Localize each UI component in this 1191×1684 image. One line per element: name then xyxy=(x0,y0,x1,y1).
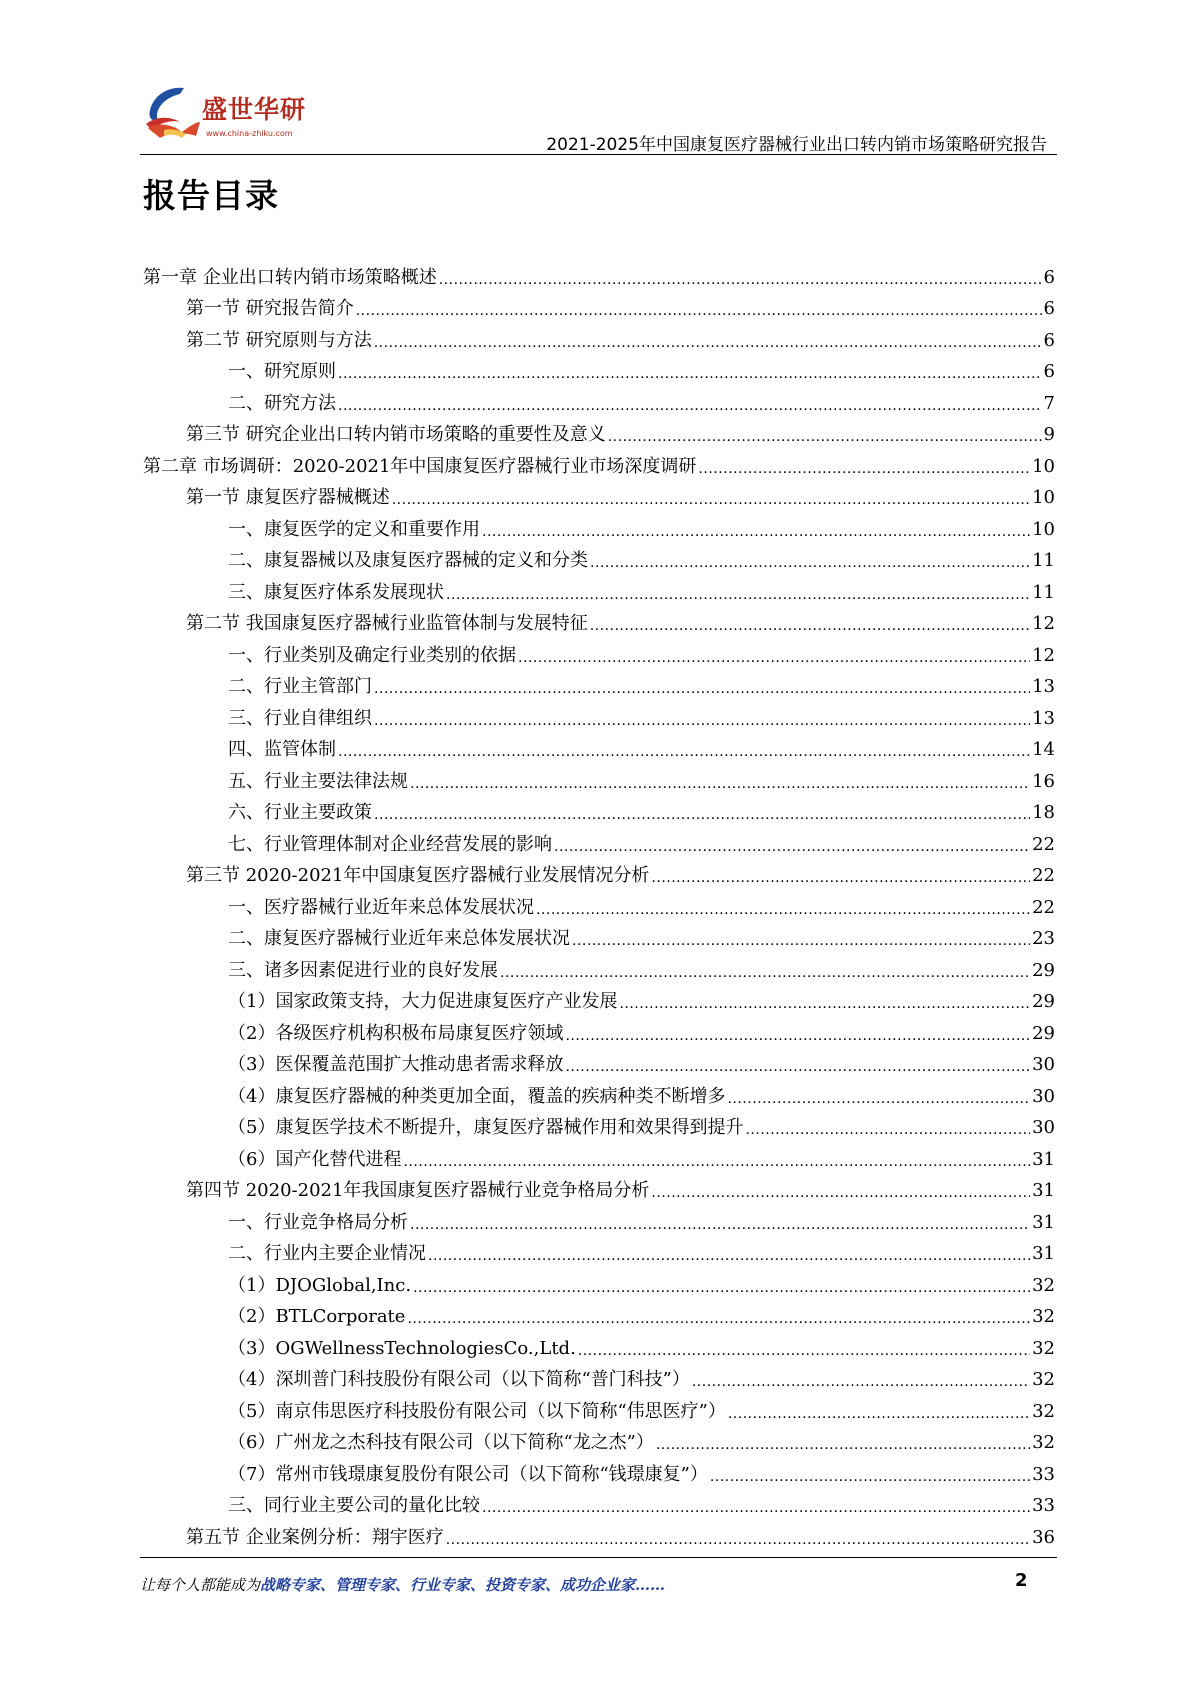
toc-entry-title: 三、诸多因素促进行业的良好发展 xyxy=(228,959,498,981)
toc-entry[interactable] xyxy=(143,732,1055,764)
toc-dot-leader xyxy=(651,1182,1030,1204)
toc-entry-title: 第二节 研究原则与方法 xyxy=(186,329,372,351)
toc-dot-leader xyxy=(338,363,1042,385)
toc-entry-page: 7 xyxy=(1043,392,1055,414)
toc-dot-leader xyxy=(728,1403,1030,1425)
toc-entry-title: 二、康复器械以及康复医疗器械的定义和分类 xyxy=(228,550,588,571)
toc-entry[interactable] xyxy=(143,448,1055,480)
toc-dot-leader xyxy=(692,1371,1030,1393)
toc-entry[interactable] xyxy=(143,385,1055,417)
toc-entry-page: 30 xyxy=(1032,1117,1055,1138)
logo-mark-icon xyxy=(140,82,202,144)
toc-entry-title: （6）广州龙之杰科技有限公司（以下简称“龙之杰”） xyxy=(228,1432,654,1453)
toc-entry[interactable] xyxy=(143,511,1055,543)
toc-entry-title: （5）康复医学技术不断提升，康复医疗器械作用和效果得到提升 xyxy=(228,1117,744,1138)
logo-url: www.china-zhiku.com xyxy=(206,129,293,138)
toc-entry[interactable] xyxy=(143,291,1055,323)
toc-entry-title: （6）国产化替代进程 xyxy=(228,1148,402,1170)
toc-entry[interactable] xyxy=(143,1110,1055,1142)
toc-entry[interactable] xyxy=(143,259,1055,291)
toc-entry[interactable] xyxy=(143,858,1055,890)
toc-entry[interactable] xyxy=(143,984,1055,1016)
footer-divider xyxy=(140,1557,1057,1558)
toc-entry-title: 第二节 我国康复医疗器械行业监管体制与发展特征 xyxy=(186,613,588,634)
toc-entry-page: 10 xyxy=(1032,455,1055,477)
toc-entry-page: 32 xyxy=(1032,1369,1055,1390)
toc-entry[interactable] xyxy=(143,1488,1055,1520)
toc-entry-title: 第四节 2020-2021年我国康复医疗器械行业竞争格局分析 xyxy=(186,1180,650,1201)
toc-entry-page: 22 xyxy=(1032,865,1055,886)
toc-entry-title: 一、行业竞争格局分析 xyxy=(228,1211,408,1233)
header-divider xyxy=(140,154,1057,155)
toc-entry-title: 二、行业主管部门 xyxy=(228,676,372,697)
toc-dot-leader xyxy=(374,710,1030,732)
toc-dot-leader xyxy=(500,962,1030,984)
toc-entry[interactable] xyxy=(143,826,1055,858)
toc-entry-title: 六、行业主要政策 xyxy=(228,802,372,823)
toc-entry-title: （1）DJOGlobal,Inc. xyxy=(228,1274,412,1296)
toc-entry[interactable] xyxy=(143,637,1055,669)
toc-entry[interactable] xyxy=(143,1267,1055,1299)
toc-dot-leader xyxy=(656,1434,1030,1456)
toc-entry-page: 32 xyxy=(1032,1306,1055,1327)
toc-entry-page: 33 xyxy=(1032,1495,1055,1516)
toc-dot-leader xyxy=(554,836,1030,858)
toc-dot-leader xyxy=(410,773,1030,795)
toc-entry[interactable] xyxy=(143,417,1055,449)
toc-entry-title: 二、行业内主要企业情况 xyxy=(228,1243,426,1264)
toc-dot-leader xyxy=(710,1466,1030,1488)
toc-entry[interactable] xyxy=(143,606,1055,638)
toc-entry-page: 14 xyxy=(1032,739,1055,760)
toc-dot-leader xyxy=(698,458,1030,480)
toc-entry-title: 一、研究原则 xyxy=(228,361,336,382)
toc-entry-page: 32 xyxy=(1032,1337,1055,1359)
toc-dot-leader xyxy=(619,993,1030,1015)
toc-entry[interactable] xyxy=(143,1078,1055,1110)
toc-entry-title: 三、行业自律组织 xyxy=(228,707,372,729)
logo-name: 盛世华研 xyxy=(202,95,307,124)
toc-entry[interactable] xyxy=(143,574,1055,606)
toc-dot-leader xyxy=(727,1088,1030,1110)
toc-dot-leader xyxy=(374,678,1030,700)
toc-entry[interactable] xyxy=(143,795,1055,827)
toc-entry[interactable] xyxy=(143,322,1055,354)
page-number: 2 xyxy=(1015,1570,1028,1591)
report-title: 2021-2025年中国康复医疗器械行业出口转内销市场策略研究报告 xyxy=(546,135,1047,155)
toc-dot-leader xyxy=(439,269,1042,291)
toc-entry-page: 6 xyxy=(1043,298,1055,319)
toc-entry[interactable] xyxy=(143,543,1055,575)
toc-dot-leader xyxy=(410,1214,1030,1236)
toc-entry-page: 10 xyxy=(1032,487,1055,508)
toc-entry-page: 32 xyxy=(1032,1274,1055,1296)
toc-entry[interactable] xyxy=(143,921,1055,953)
toc-entry-title: （3）医保覆盖范围扩大推动患者需求释放 xyxy=(228,1054,564,1075)
toc-entry[interactable] xyxy=(143,1141,1055,1173)
toc-entry-page: 22 xyxy=(1032,833,1055,855)
toc-entry-title: 三、同行业主要公司的量化比较 xyxy=(228,1495,480,1516)
toc-entry-page: 31 xyxy=(1032,1180,1055,1201)
toc-entry[interactable] xyxy=(143,1330,1055,1362)
toc-entry-title: （1）国家政策支持，大力促进康复医疗产业发展 xyxy=(228,991,618,1012)
toc-entry-title: 一、医疗器械行业近年来总体发展状况 xyxy=(228,896,534,918)
toc-entry-title: 三、康复医疗体系发展现状 xyxy=(228,581,444,603)
toc-dot-leader xyxy=(392,489,1030,511)
toc-entry-page: 13 xyxy=(1032,676,1055,697)
toc-entry-page: 11 xyxy=(1032,550,1055,571)
toc-entry[interactable] xyxy=(143,1456,1055,1488)
toc-entry[interactable] xyxy=(143,889,1055,921)
toc-entry-title: 一、行业类别及确定行业类别的依据 xyxy=(228,644,516,666)
company-logo xyxy=(140,82,320,144)
footer-slogan-lead: 让每个人都能成为 xyxy=(140,1576,261,1594)
toc-entry[interactable] xyxy=(143,1204,1055,1236)
toc-entry[interactable] xyxy=(143,669,1055,701)
toc-dot-leader xyxy=(374,332,1042,354)
toc-entry[interactable] xyxy=(143,1299,1055,1331)
toc-entry-page: 22 xyxy=(1032,896,1055,918)
page-header xyxy=(140,78,1057,160)
toc-entry-page: 30 xyxy=(1032,1085,1055,1107)
toc-dot-leader xyxy=(565,1025,1030,1047)
toc-entry-title: （7）常州市钱璟康复股份有限公司（以下简称“钱璟康复”） xyxy=(228,1463,708,1485)
toc-entry-title: 第五节 企业案例分析：翔宇医疗 xyxy=(186,1526,444,1548)
toc-entry-page: 16 xyxy=(1032,770,1055,792)
toc-dot-leader xyxy=(374,804,1030,826)
toc-entry-page: 10 xyxy=(1032,518,1055,540)
toc-entry[interactable] xyxy=(143,1236,1055,1268)
toc-entry-page: 6 xyxy=(1043,361,1055,382)
toc-entry-page: 6 xyxy=(1043,266,1055,288)
toc-dot-leader xyxy=(572,930,1030,952)
footer-slogan-highlight: 战略专家、管理专家、行业专家、投资专家、成功企业家…… xyxy=(260,1576,666,1594)
toc-entry[interactable] xyxy=(143,1425,1055,1457)
toc-entry[interactable] xyxy=(143,700,1055,732)
toc-entry-title: 第一节 研究报告简介 xyxy=(186,298,354,319)
toc-entry-title: 第三节 研究企业出口转内销市场策略的重要性及意义 xyxy=(186,424,606,445)
toc-entry-title: 第一节 康复医疗器械概述 xyxy=(186,487,390,508)
toc-entry-page: 29 xyxy=(1032,991,1055,1012)
toc-dot-leader xyxy=(536,899,1030,921)
toc-entry-page: 32 xyxy=(1032,1400,1055,1422)
toc-entry-page: 31 xyxy=(1032,1148,1055,1170)
toc-entry[interactable] xyxy=(143,1173,1055,1205)
toc-entry-page: 36 xyxy=(1032,1526,1055,1548)
toc-entry[interactable] xyxy=(143,1015,1055,1047)
toc-dot-leader xyxy=(446,1529,1030,1551)
toc-entry-page: 12 xyxy=(1032,644,1055,666)
toc-entry[interactable] xyxy=(143,952,1055,984)
toc-entry[interactable] xyxy=(143,1362,1055,1394)
toc-entry-title: 七、行业管理体制对企业经营发展的影响 xyxy=(228,833,552,855)
toc-entry-title: 二、康复医疗器械行业近年来总体发展状况 xyxy=(228,928,570,949)
toc-entry-title: （4）康复医疗器械的种类更加全面，覆盖的疾病种类不断增多 xyxy=(228,1085,726,1107)
toc-dot-leader xyxy=(407,1308,1030,1330)
table-of-contents xyxy=(143,259,1055,1551)
toc-dot-leader xyxy=(413,1277,1030,1299)
toc-entry-page: 29 xyxy=(1032,959,1055,981)
toc-entry-title: （5）南京伟思医疗科技股份有限公司（以下简称“伟思医疗”） xyxy=(228,1400,726,1422)
toc-dot-leader xyxy=(578,1340,1030,1362)
toc-dot-leader xyxy=(403,1151,1030,1173)
toc-dot-leader xyxy=(565,1056,1030,1078)
toc-dot-leader xyxy=(590,615,1030,637)
toc-entry-title: 四、监管体制 xyxy=(228,739,336,760)
toc-entry-title: 一、康复医学的定义和重要作用 xyxy=(228,518,480,540)
toc-entry-page: 31 xyxy=(1032,1211,1055,1233)
toc-entry[interactable] xyxy=(143,1393,1055,1425)
toc-entry-page: 12 xyxy=(1032,613,1055,634)
toc-dot-leader xyxy=(482,521,1030,543)
toc-entry-title: （4）深圳普门科技股份有限公司（以下简称“普门科技”） xyxy=(228,1369,690,1390)
toc-dot-leader xyxy=(608,426,1042,448)
toc-dot-leader xyxy=(446,584,1030,606)
toc-entry-title: 五、行业主要法律法规 xyxy=(228,770,408,792)
footer-slogan xyxy=(140,1574,665,1595)
toc-dot-leader xyxy=(428,1245,1030,1267)
toc-entry-page: 11 xyxy=(1032,581,1055,603)
toc-dot-leader xyxy=(651,867,1030,889)
toc-entry-title: 第三节 2020-2021年中国康复医疗器械行业发展情况分析 xyxy=(186,865,650,886)
toc-entry-title: （2）各级医疗机构积极布局康复医疗领域 xyxy=(228,1022,564,1044)
toc-entry-page: 9 xyxy=(1043,424,1055,445)
toc-entry[interactable] xyxy=(143,763,1055,795)
toc-dot-leader xyxy=(482,1497,1030,1519)
toc-dot-leader xyxy=(338,741,1030,763)
toc-entry-title: 第一章 企业出口转内销市场策略概述 xyxy=(143,266,437,288)
toc-entry[interactable] xyxy=(143,1519,1055,1551)
toc-entry-page: 29 xyxy=(1032,1022,1055,1044)
toc-entry-page: 30 xyxy=(1032,1054,1055,1075)
page-title: 报告目录 xyxy=(143,176,279,215)
toc-entry-page: 32 xyxy=(1032,1432,1055,1453)
toc-entry-page: 23 xyxy=(1032,928,1055,949)
toc-dot-leader xyxy=(356,300,1042,322)
toc-entry-title: （2）BTLCorporate xyxy=(228,1306,406,1327)
toc-entry-page: 6 xyxy=(1043,329,1055,351)
toc-entry[interactable] xyxy=(143,1047,1055,1079)
toc-entry[interactable] xyxy=(143,354,1055,386)
toc-entry-title: （3）OGWellnessTechnologiesCo.,Ltd. xyxy=(228,1337,576,1359)
toc-entry-page: 31 xyxy=(1032,1243,1055,1264)
toc-entry-title: 二、研究方法 xyxy=(228,392,336,414)
toc-dot-leader xyxy=(518,647,1030,669)
toc-entry[interactable] xyxy=(143,480,1055,512)
toc-entry-page: 13 xyxy=(1032,707,1055,729)
toc-entry-title: 第二章 市场调研：2020-2021年中国康复医疗器械行业市场深度调研 xyxy=(143,455,697,477)
toc-entry-page: 33 xyxy=(1032,1463,1055,1485)
toc-dot-leader xyxy=(338,395,1042,417)
toc-entry-page: 18 xyxy=(1032,802,1055,823)
toc-dot-leader xyxy=(745,1119,1030,1141)
toc-dot-leader xyxy=(590,552,1030,574)
